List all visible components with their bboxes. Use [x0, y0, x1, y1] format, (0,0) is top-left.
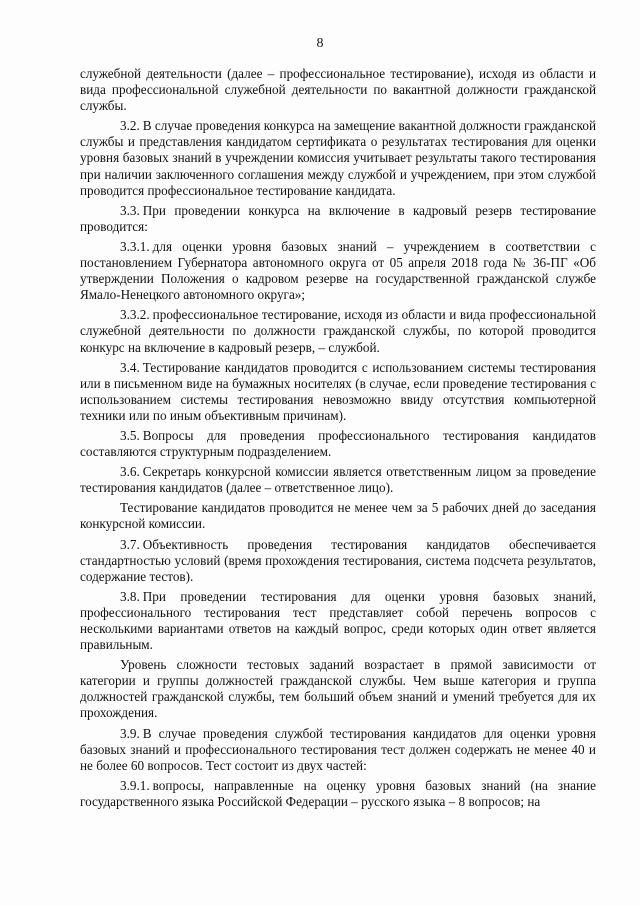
paragraph-3-3-1	[80, 239, 596, 303]
paragraph-text: Вопросы для проведения профессионального тестирования кандидатов составляются структурным подразделением.	[80, 427, 596, 460]
paragraph-text: профессиональное тестирование, исходя из области и вида профессиональной служебной деятельности по должности гражданской службы, по которой проводится конкурс на включение в кадровый резерв, – службой.	[80, 307, 596, 355]
paragraph-text: Объективность проведения тестирования кандидатов обеспечивается стандартностью условий (время прохождения тестирования, система подсчета результатов, содержание тестов).	[80, 536, 596, 584]
clause-number: 3.3.	[120, 202, 140, 218]
paragraph-3-6-note	[80, 500, 596, 532]
paragraph-3-9-1	[80, 778, 596, 810]
paragraph-text: Уровень сложности тестовых заданий возрастает в прямой зависимости от категории и группы должностей гражданской службы. Чем выше категория и группа должностей гражданской службы, тем больший объем знаний и умений требуется для их прохождения.	[80, 657, 596, 721]
paragraph-3-4	[80, 360, 596, 424]
paragraph-3-2	[80, 118, 596, 198]
paragraph-text: При проведении конкурса на включение в кадровый резерв тестирование проводится:	[80, 202, 596, 234]
clause-number: 3.8.	[120, 588, 140, 604]
paragraph-text: служебной деятельности (далее – профессиональное тестирование), исходя из области и вида профессиональной служебной деятельности по вакантной должности гражданской службы.	[80, 66, 596, 114]
paragraph-3-5	[80, 428, 596, 460]
paragraph-3-3	[80, 203, 596, 235]
paragraph-text: Секретарь конкурсной комиссии является ответственным лицом за проведение тестирования кандидатов (далее – ответственное лицо).	[80, 464, 596, 496]
clause-number: 3.7.	[120, 536, 140, 552]
clause-number: 3.3.2.	[120, 307, 150, 323]
clause-number: 3.2.	[120, 118, 140, 134]
paragraph-text: Тестирование кандидатов проводится с использованием системы тестирования или в письменном виде на бумажных носителях (в случае, если проведение тестирования с использованием системы тестирования невозможно ввиду отсутствия компьютерной техники или по иным объективным причинам).	[80, 359, 596, 423]
paragraph-text: Тестирование кандидатов проводится не менее чем за 5 рабочих дней до заседания конкурсной комиссии.	[80, 500, 596, 532]
paragraph-text: При проведении тестирования для оценки уровня базовых знаний, профессионального тестирования тест представляет собой перечень вопросов с несколькими вариантами ответов на каждый вопрос, среди которых один ответ является правильным.	[80, 588, 596, 653]
paragraph-text: для оценки уровня базовых знаний – учреждением в соответствии с постановлением Губернатора автономного округа от 05 апреля 2018 года № 36-ПГ «Об утверждении Положения о кадровом резерве на государственной гражданской службе Ямало-Ненецкого автономного округа»;	[80, 238, 596, 303]
paragraph-3-3-2	[80, 307, 596, 355]
clause-number: 3.3.1.	[120, 238, 150, 254]
paragraph-3-7	[80, 537, 596, 585]
paragraph-3-9	[80, 726, 596, 774]
clause-number: 3.6.	[120, 464, 140, 480]
document-body	[80, 66, 596, 814]
paragraph-text: В случае проведения службой тестирования кандидатов для оценки уровня базовых знаний и профессионального тестирования тест должен содержать не менее 40 и не более 60 вопросов. Тест состоит из двух частей:	[80, 725, 596, 773]
clause-number: 3.5.	[120, 427, 140, 443]
clause-number: 3.9.	[120, 725, 140, 741]
paragraph-text: В случае проведения конкурса на замещение вакантной должности гражданской службы и представления кандидатом сертификата о результатах тестирования для оценки уровня базовых знаний в учреждении комиссия учитывает результаты такого тестирования при наличии заключенного соглашения между службой и учреждением, при этом службой проводится профессиональное тестирование кандидата.	[80, 118, 596, 198]
paragraph-continuation	[80, 66, 596, 114]
page-number: 8	[316, 36, 324, 51]
paragraph-3-6	[80, 464, 596, 496]
paragraph-3-8-note	[80, 657, 596, 721]
clause-number: 3.4.	[120, 359, 140, 375]
clause-number: 3.9.1.	[120, 777, 150, 793]
paragraph-text: вопросы, направленные на оценку уровня базовых знаний (на знание государственного языка Российской Федерации – русского языка – 8 вопросов; на	[80, 777, 596, 809]
paragraph-3-8	[80, 589, 596, 653]
